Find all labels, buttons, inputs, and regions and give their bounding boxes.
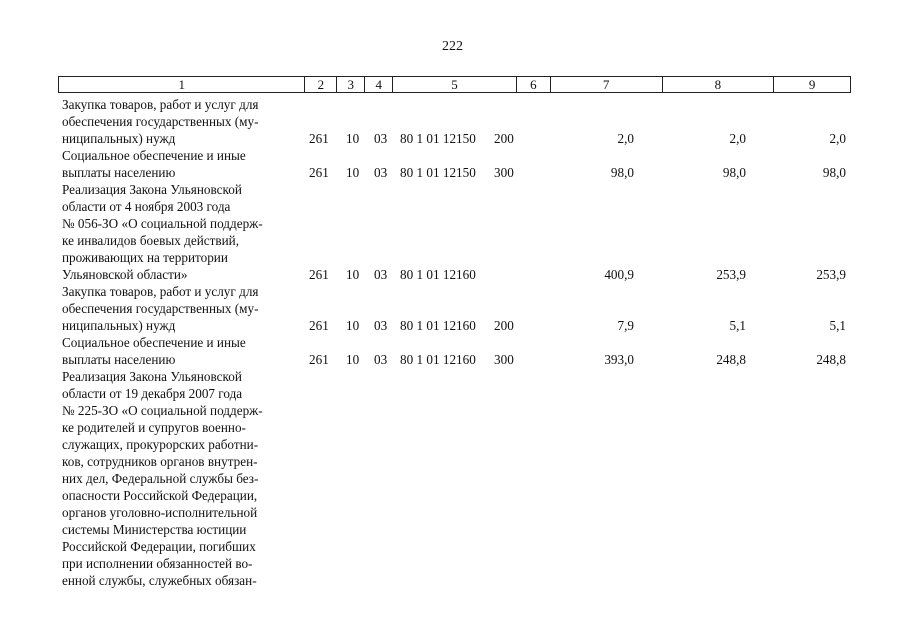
cell-col-3: 10	[346, 318, 360, 333]
header-col-2: 2	[305, 77, 337, 92]
cell-col-9: 5,1	[829, 318, 846, 333]
table-body	[62, 96, 852, 589]
cell-col-8: 253,9	[716, 267, 746, 282]
table-row	[62, 334, 852, 368]
cell-col-4: 03	[374, 318, 388, 333]
header-col-8: 8	[663, 77, 775, 92]
cell-col-6: 200	[494, 131, 514, 146]
header-col-5: 5	[393, 77, 517, 92]
row-name: Социальное обеспечение и иные выплаты населению	[62, 335, 246, 367]
cell-col-5: 80 1 01 12160	[400, 318, 476, 333]
cell-col-5: 80 1 01 12160	[400, 267, 476, 282]
table-row	[62, 368, 852, 589]
table-row	[62, 147, 852, 181]
header-col-9: 9	[808, 77, 816, 92]
cell-col-2: 261	[309, 267, 329, 282]
cell-col-5: 80 1 01 12160	[400, 352, 476, 367]
cell-col-9: 2,0	[829, 131, 846, 146]
cell-col-8: 98,0	[722, 165, 746, 180]
header-col-6: 6	[517, 77, 551, 92]
cell-col-3: 10	[346, 267, 360, 282]
cell-col-9: 253,9	[816, 267, 846, 282]
cell-col-3: 10	[346, 165, 360, 180]
header-col-1: 1	[59, 77, 305, 92]
cell-col-8: 2,0	[729, 131, 746, 146]
table-header	[58, 76, 851, 93]
cell-col-7: 2,0	[617, 131, 634, 146]
table-row	[62, 283, 852, 334]
table-row	[62, 96, 852, 147]
row-name: Закупка товаров, работ и услуг для обеспечения государственных (му- ниципальных) нужд	[62, 97, 259, 146]
cell-col-2: 261	[309, 131, 329, 146]
cell-col-4: 03	[374, 131, 388, 146]
cell-col-3: 10	[346, 352, 360, 367]
cell-col-9: 98,0	[822, 165, 846, 180]
row-name: Закупка товаров, работ и услуг для обеспечения государственных (му- ниципальных) нужд	[62, 284, 259, 333]
cell-col-3: 10	[346, 131, 360, 146]
cell-col-2: 261	[309, 318, 329, 333]
cell-col-6: 300	[494, 165, 514, 180]
table-row	[62, 181, 852, 283]
cell-col-7: 7,9	[617, 318, 634, 333]
cell-col-2: 261	[309, 165, 329, 180]
cell-col-4: 03	[374, 165, 388, 180]
cell-col-6: 200	[494, 318, 514, 333]
page-number: 222	[442, 39, 463, 54]
cell-col-6: 300	[494, 352, 514, 367]
cell-col-7: 400,9	[604, 267, 634, 282]
row-name: Реализация Закона Ульяновской области от 4 ноября 2003 года № 056-ЗО «О социальной поддерж- ке инвалидов боевых действий, проживающих на территории Ульяновской области»	[62, 182, 263, 282]
cell-col-9: 248,8	[816, 352, 846, 367]
cell-col-8: 248,8	[716, 352, 746, 367]
cell-col-7: 98,0	[610, 165, 634, 180]
cell-col-5: 80 1 01 12150	[400, 131, 476, 146]
cell-col-8: 5,1	[729, 318, 746, 333]
cell-col-4: 03	[374, 267, 388, 282]
header-col-7: 7	[551, 77, 663, 92]
cell-col-5: 80 1 01 12150	[400, 165, 476, 180]
row-name: Социальное обеспечение и иные выплаты населению	[62, 148, 246, 180]
cell-col-4: 03	[374, 352, 388, 367]
row-name: Реализация Закона Ульяновской области от 19 декабря 2007 года № 225-ЗО «О социальной поддерж- ке родителей и супругов военно- служащих, прокурорских работни- ков, сотрудников органов внутрен- них дел, Федеральной службы без- опасности Российской Федерации, органов уголовно-исполнительной системы Министерства юстиции Российской Федерации, погибших при исполнении обязанностей во- енной службы, служебных обязан-	[62, 369, 263, 588]
cell-col-7: 393,0	[604, 352, 634, 367]
header-col-4: 4	[365, 77, 393, 92]
cell-col-2: 261	[309, 352, 329, 367]
header-col-3: 3	[337, 77, 365, 92]
